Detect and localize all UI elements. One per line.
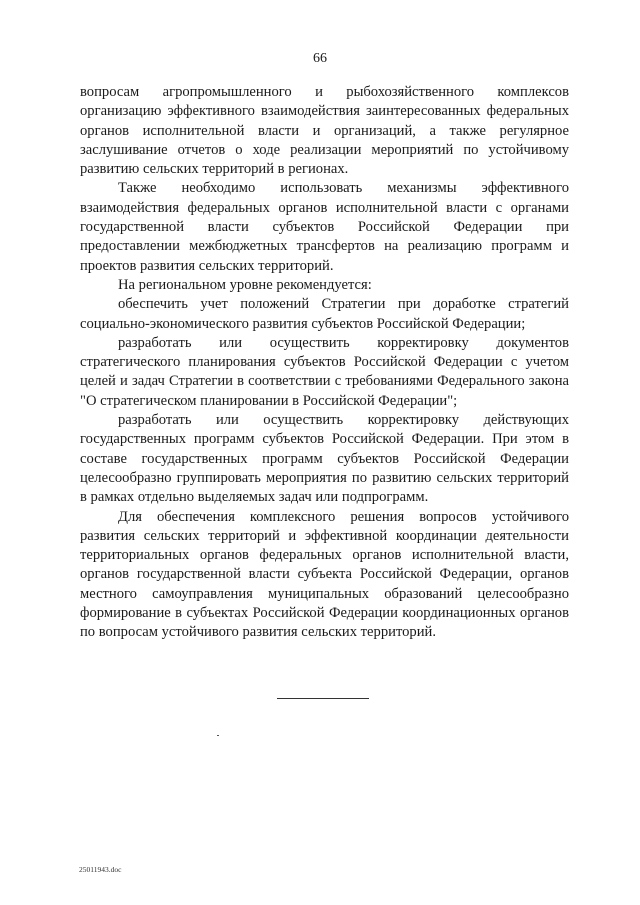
paragraph-coordination-bodies: Для обеспечения комплексного решения вопросов устойчивого развития сельских территорий и эффективной координации деятельности территориальных органов федеральных органов исполнительной власти, органов государственной власти субъекта Российской Федерации, органов местного самоуправления муниципальных образований целесообразно формирование в субъектах Российской Федерации координационных органов по вопросам устойчивого развития сельских территорий.	[80, 508, 569, 641]
stray-mark	[217, 735, 219, 736]
paragraph-state-programs: разработать или осуществить корректировку действующих государственных программ субъектов Российской Федерации. При этом в составе государственных программ субъектов Российской Федерации целесообразно группировать мероприятия по развитию сельских территорий в рамках отдельно выделяемых задач или подпрограмм.	[80, 412, 569, 506]
document-body	[80, 83, 569, 643]
footer-document-code: 25011943.doc	[79, 865, 122, 874]
paragraph-continuation: вопросам агропромышленного и рыбохозяйственного комплексов организацию эффективного взаимодействия заинтересованных федеральных органов исполнительной власти и организаций, а также регулярное заслушивание отчетов о ходе реализации мероприятий по устойчивому развитию сельских территорий в регионах.	[80, 84, 569, 178]
paragraph-ensure-strategy: обеспечить учет положений Стратегии при доработке стратегий социально-экономического развития субъектов Российской Федерации;	[80, 296, 569, 332]
paragraph-federal-interaction: Также необходимо использовать механизмы эффективного взаимодействия федеральных органов исполнительной власти с органами государственной власти субъектов Российской Федерации при предоставлении межбюджетных трансфертов на реализацию программ и проектов развития сельских территорий.	[80, 180, 569, 274]
end-separator-line	[277, 698, 369, 699]
paragraph-strategic-planning: разработать или осуществить корректировку документов стратегического планирования субъектов Российской Федерации с учетом целей и задач Стратегии в соответствии с требованиями Федерального закона "О стратегическом планировании в Российской Федерации";	[80, 334, 569, 409]
page-number: 66	[313, 51, 327, 66]
paragraph-regional-level-intro: На региональном уровне рекомендуется:	[118, 276, 372, 293]
